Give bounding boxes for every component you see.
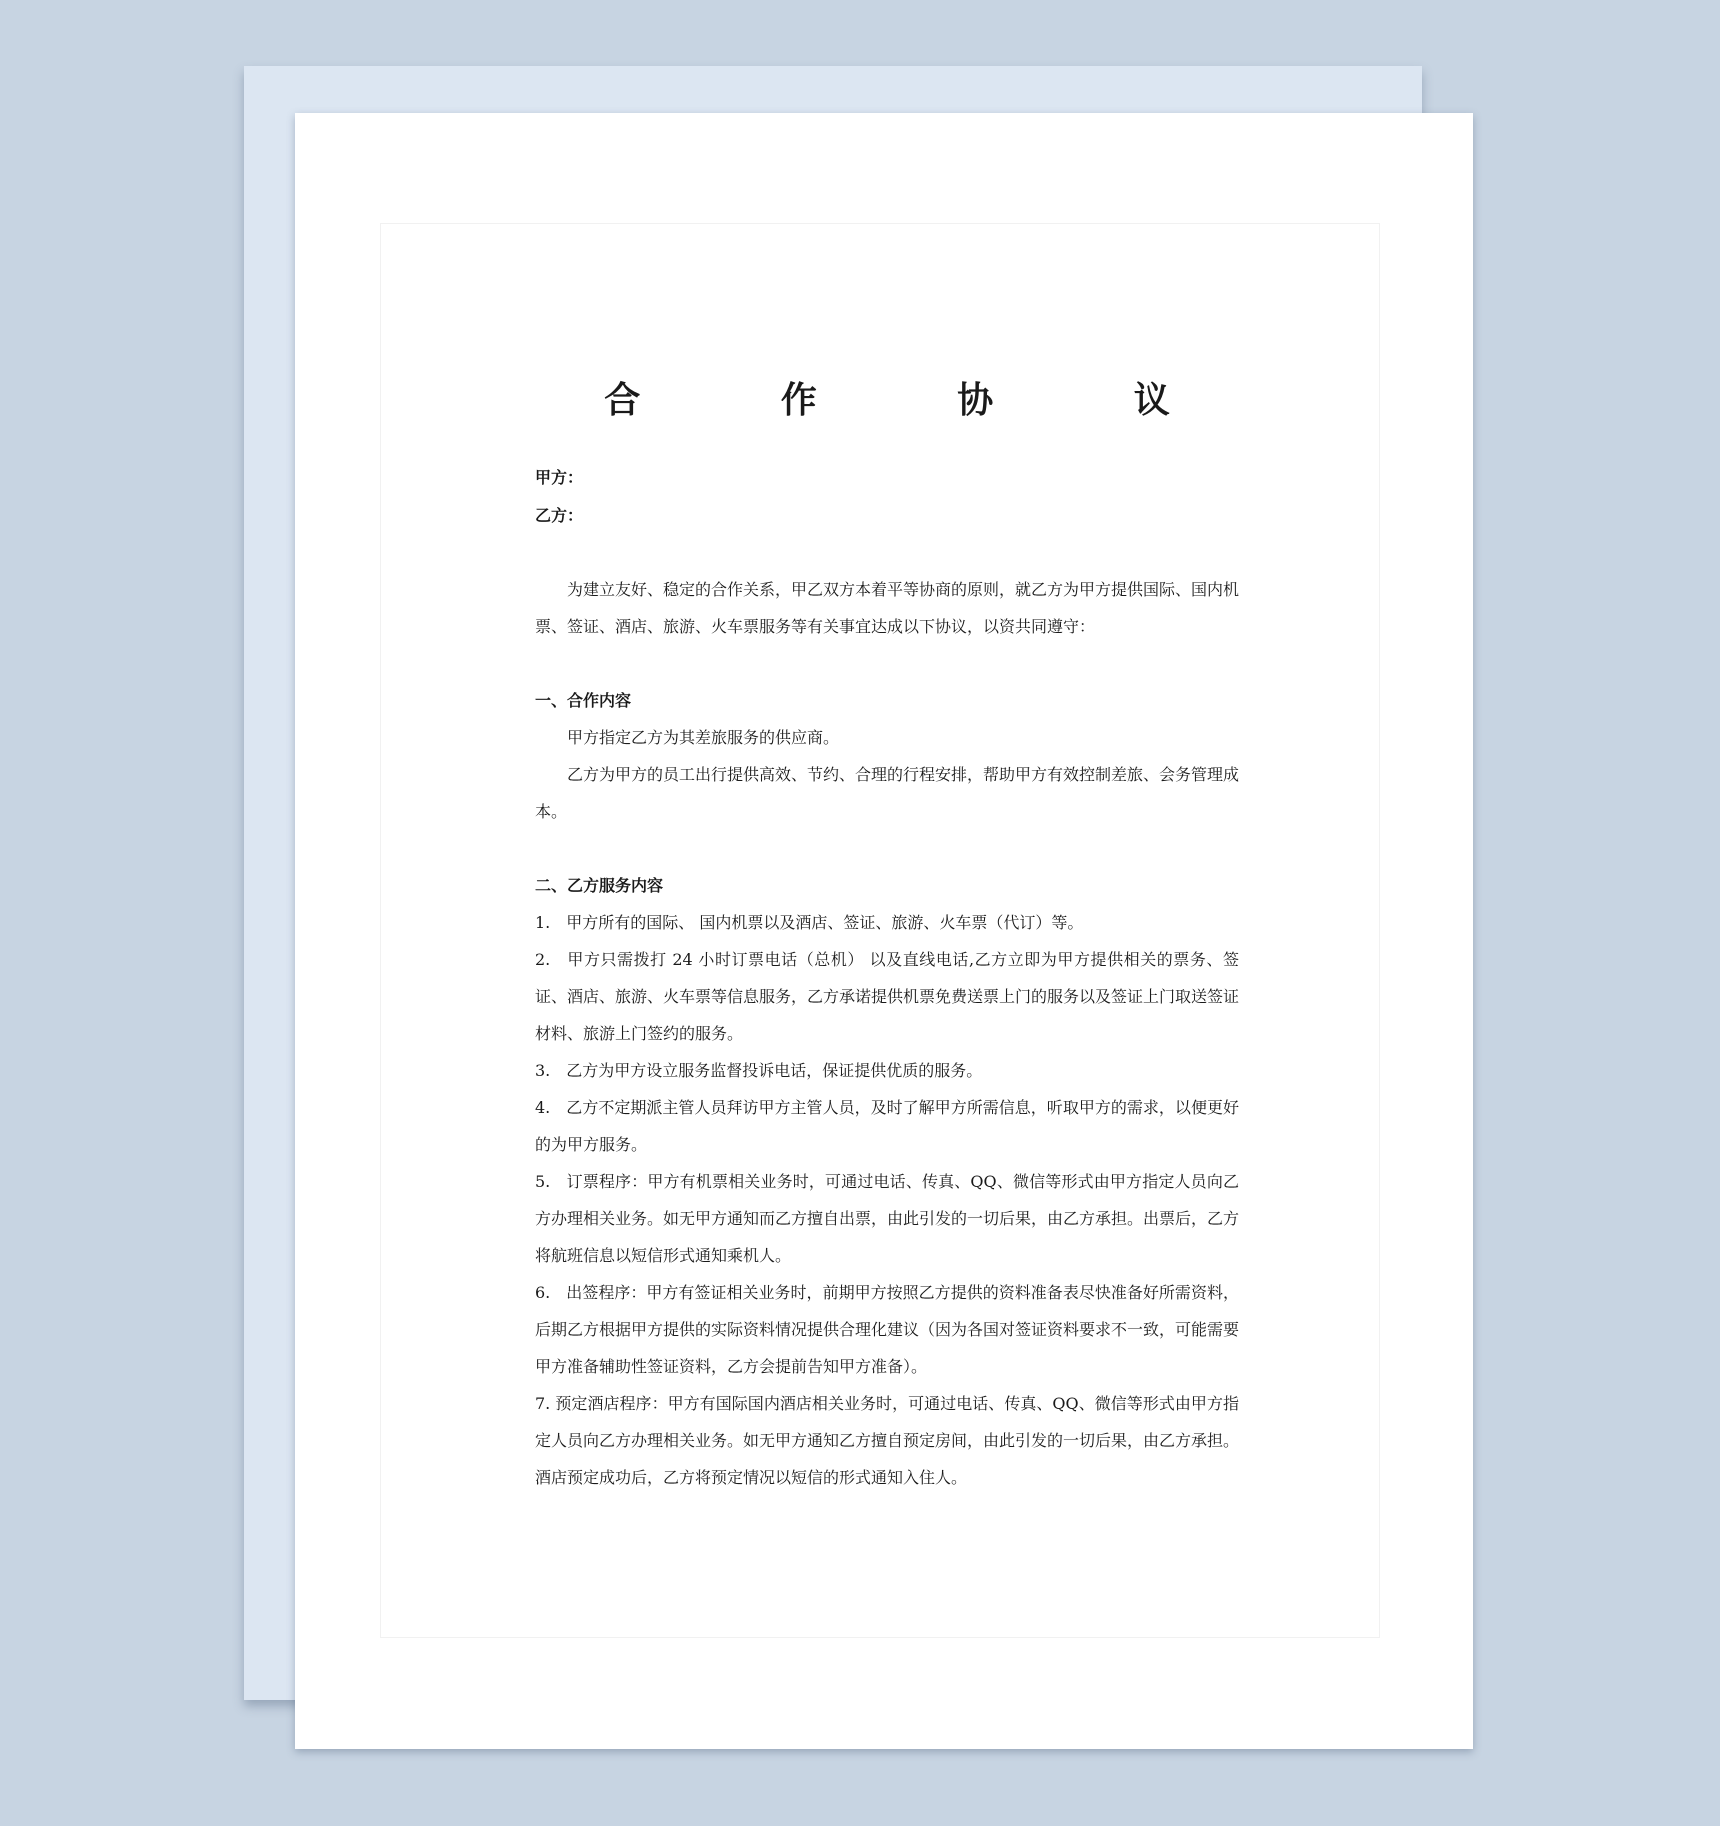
service-item: 5. 订票程序：甲方有机票相关业务时，可通过电话、传真、QQ、微信等形式由甲方指定人员向乙方办理相关业务。如无甲方通知而乙方擅自出票，由此引发的一切后果，由乙方承担。出票后，乙方将航班信息以短信形式通知乘机人。 (535, 1172, 1240, 1265)
section-heading-cooperation: 一、合作内容 (535, 691, 632, 710)
service-item: 3. 乙方为甲方设立服务监督投诉电话，保证提供优质的服务。 (535, 1061, 983, 1080)
document-page (295, 113, 1473, 1749)
section-heading-services: 二、乙方服务内容 (535, 876, 664, 895)
section1-paragraph: 乙方为甲方的员工出行提供高效、节约、合理的行程安排，帮助甲方有效控制差旅、会务管理成本。 (535, 765, 1240, 821)
service-item: 4. 乙方不定期派主管人员拜访甲方主管人员，及时了解甲方所需信息，听取甲方的需求，以便更好的为甲方服务。 (535, 1098, 1239, 1154)
intro-paragraph: 为建立友好、稳定的合作关系，甲乙双方本着平等协商的原则，就乙方为甲方提供国际、国内机票、签证、酒店、旅游、火车票服务等有关事宜达成以下协议，以资共同遵守： (535, 580, 1240, 636)
party-a-label: 甲方： (535, 468, 584, 487)
service-item: 1. 甲方所有的国际、 国内机票以及酒店、签证、旅游、火车票（代订）等。 (535, 913, 1084, 932)
document-title: 合 作 协 议 (604, 379, 1234, 421)
party-b-label: 乙方： (535, 506, 584, 525)
service-item: 7. 预定酒店程序：甲方有国际国内酒店相关业务时，可通过电话、传真、QQ、微信等形式由甲方指定人员向乙方办理相关业务。如无甲方通知乙方擅自预定房间，由此引发的一切后果，由乙方承担。酒店预定成功后，乙方将预定情况以短信的形式通知入住人。 (535, 1394, 1240, 1487)
service-item: 2. 甲方只需拨打 24 小时订票电话（总机） 以及直线电话,乙方立即为甲方提供相关的票务、签证、酒店、旅游、火车票等信息服务，乙方承诺提供机票免费送票上门的服务以及签证上门取送签证材料、旅游上门签约的服务。 (535, 950, 1240, 1043)
agreement-body (535, 571, 1239, 1496)
section1-paragraph: 甲方指定乙方为其差旅服务的供应商。 (567, 728, 840, 747)
service-item: 6. 出签程序：甲方有签证相关业务时，前期甲方按照乙方提供的资料准备表尽快准备好所需资料，后期乙方根据甲方提供的实际资料情况提供合理化建议（因为各国对签证资料要求不一致，可能需要甲方准备辅助性签证资料，乙方会提前告知甲方准备）。 (535, 1283, 1240, 1376)
